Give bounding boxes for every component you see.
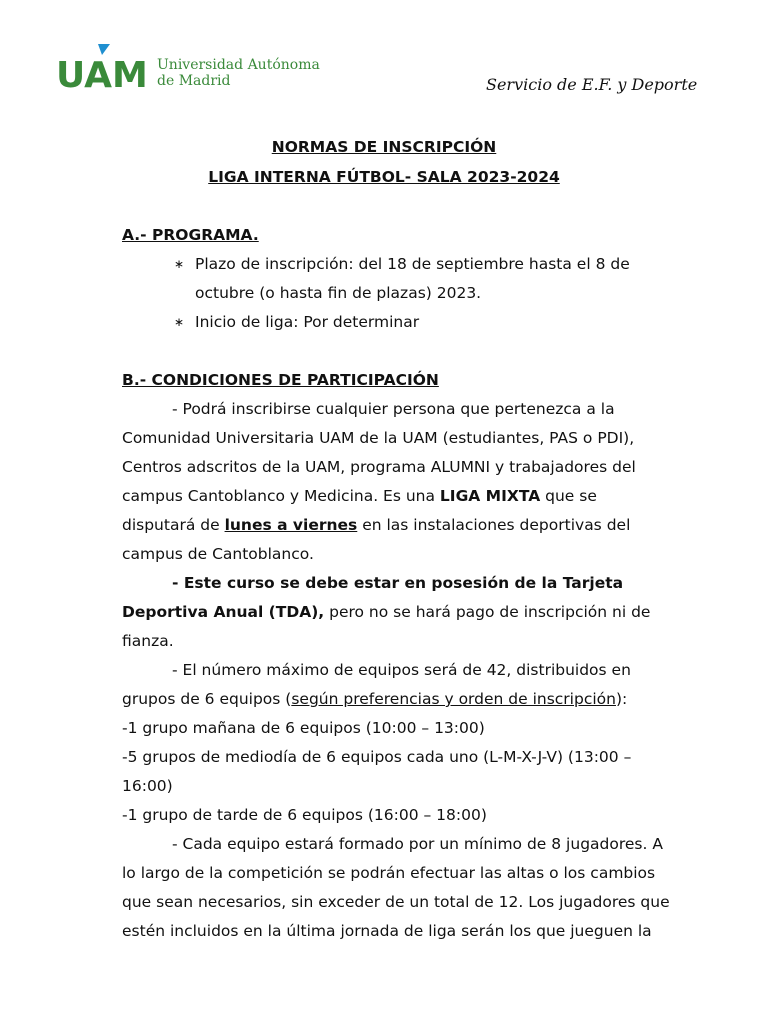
paragraph-line: que sean necesarios, sin exceder de un total de 12. Los jugadores que [122, 893, 670, 911]
group-line: -1 grupo mañana de 6 equipos (10:00 – 13:00) [122, 719, 485, 737]
paragraph-line: estén incluidos en la última jornada de liga serán los que jueguen la [122, 922, 652, 940]
paragraph-line: - Este curso se debe estar en posesión de la Tarjeta [172, 574, 624, 592]
asterisk-bullet-icon: ∗ [174, 257, 185, 271]
liga-mixta-emphasis: LIGA MIXTA [439, 487, 541, 505]
paragraph-line: campus de Cantoblanco. [122, 545, 314, 563]
document-title: NORMAS DE INSCRIPCIÓN [271, 138, 497, 156]
university-name [157, 57, 320, 89]
paragraph-line: - Cada equipo estará formado por un mínimo de 8 jugadores. A [172, 835, 663, 853]
university-name-line2: de Madrid [157, 73, 231, 89]
bullet-item: ∗ Plazo de inscripción: del 18 de septiembre hasta el 8 de [122, 250, 732, 279]
paragraph-line: Comunidad Universitaria UAM de la UAM (estudiantes, PAS o PDI), [122, 429, 635, 447]
paragraph-line: - Podrá inscribirse cualquier persona que pertenezca a la [172, 400, 615, 418]
university-name-line1: Universidad Autónoma [157, 57, 320, 73]
weekdays-emphasis: lunes a viernes [224, 516, 358, 534]
paragraph-line: disputará de lunes a viernes en las instalaciones deportivas del [122, 516, 631, 534]
section-b-heading: B.- CONDICIONES DE PARTICIPACIÓN [122, 371, 439, 389]
document-body [122, 221, 732, 946]
paragraph-line: fianza. [122, 632, 174, 650]
uam-logo-mark [56, 42, 148, 92]
tda-emphasis: Deportiva Anual (TDA), [122, 603, 325, 621]
group-line: -1 grupo de tarde de 6 equipos (16:00 – 18:00) [122, 806, 487, 824]
bullet-item: ∗ Inicio de liga: Por determinar [122, 308, 732, 337]
section-a-heading: A.- PROGRAMA. [122, 226, 259, 244]
group-line: -5 grupos de mediodía de 6 equipos cada uno (L-M-X-J-V) (13:00 – [122, 748, 632, 766]
paragraph-line: Deportiva Anual (TDA), pero no se hará pago de inscripción ni de [122, 603, 651, 621]
paragraph-line: lo largo de la competición se podrán efectuar las altas o los cambios [122, 864, 656, 882]
asterisk-bullet-icon: ∗ [174, 315, 185, 329]
document-subtitle: LIGA INTERNA FÚTBOL- SALA 2023-2024 [208, 168, 560, 186]
logo-mark-text: UAM [56, 55, 148, 92]
preferences-underline: según preferencias y orden de inscripción [291, 690, 616, 708]
paragraph-line: - El número máximo de equipos será de 42, distribuidos en [172, 661, 631, 679]
paragraph-line: grupos de 6 equipos (según preferencias y orden de inscripción): [122, 690, 628, 708]
group-line: 16:00) [122, 777, 173, 795]
paragraph-line: Centros adscritos de la UAM, programa ALUMNI y trabajadores del [122, 458, 636, 476]
paragraph-line: campus Cantoblanco y Medicina. Es una LIGA MIXTA que se [122, 487, 597, 505]
service-name: Servicio de E.F. y Deporte [486, 75, 698, 94]
bullet-item-continuation: octubre (o hasta fin de plazas) 2023. [195, 284, 482, 302]
